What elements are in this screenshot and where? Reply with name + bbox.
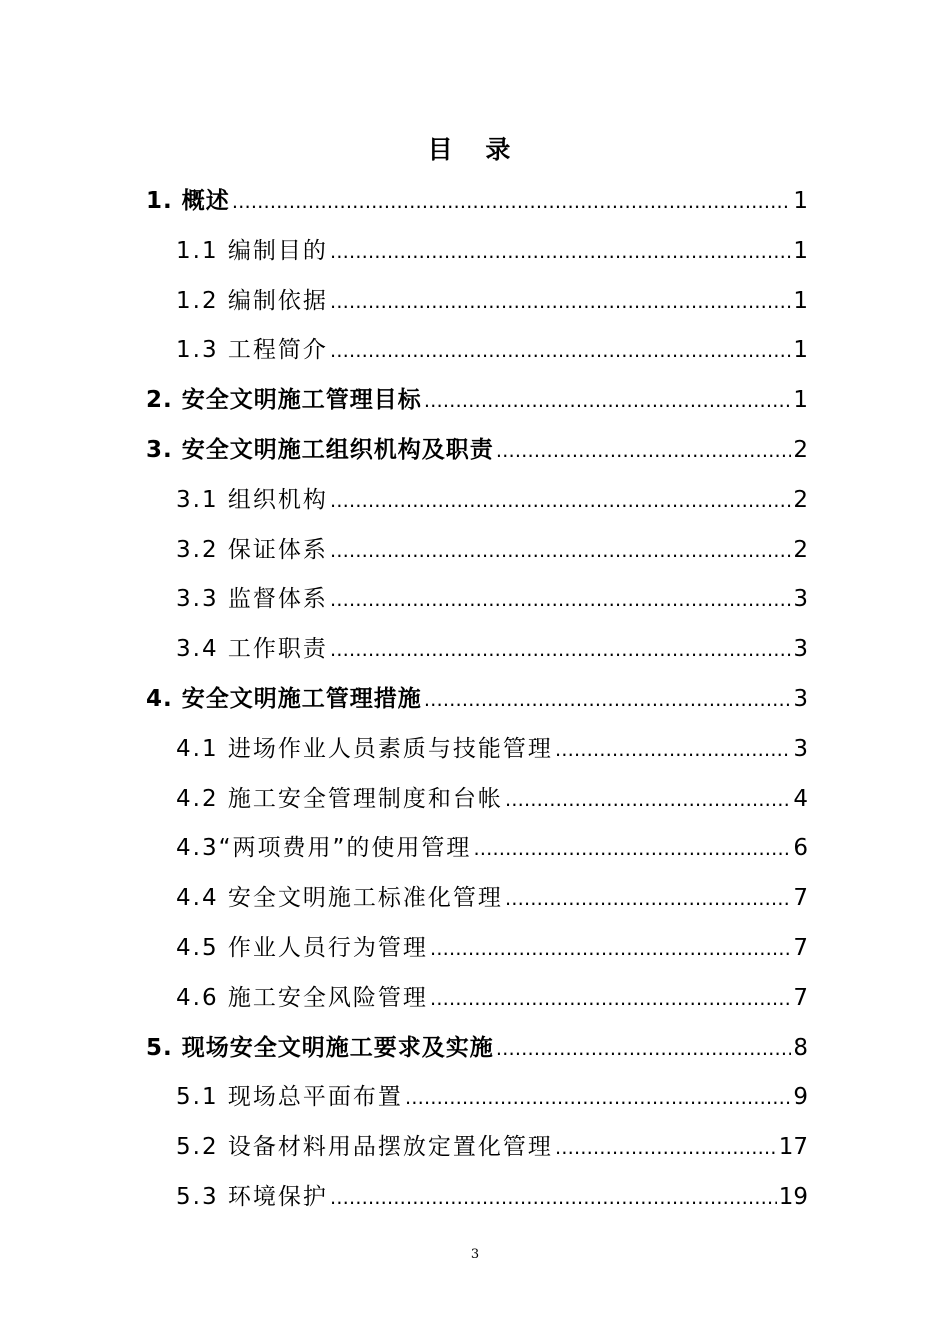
toc-entry[interactable] [176, 483, 808, 517]
toc-entry-page-number: 3 [793, 636, 808, 662]
dot-leader [405, 1081, 791, 1114]
toc-entry[interactable] [176, 881, 808, 915]
toc-entry[interactable] [176, 284, 808, 318]
toc-entry[interactable] [146, 682, 808, 716]
toc-entry-title: 4.2 施工安全管理制度和台帐 [176, 786, 503, 812]
toc-entry-page-number: 1 [793, 238, 808, 264]
toc-entry-page-number: 7 [793, 885, 808, 911]
toc-entry[interactable] [176, 582, 808, 616]
toc-entry-page-number: 7 [793, 985, 808, 1011]
toc-entry[interactable] [146, 184, 808, 218]
toc-entry-page-number: 3 [793, 586, 808, 612]
toc-entry[interactable] [176, 1080, 808, 1114]
page-number: 3 [470, 1247, 480, 1262]
toc-entry-page-number: 2 [793, 437, 808, 463]
toc-entry-title: 4.4 安全文明施工标准化管理 [176, 885, 503, 911]
toc-entry-title: 3.2 保证体系 [176, 537, 328, 563]
toc-entry-page-number: 6 [793, 835, 808, 861]
dot-leader [496, 434, 792, 467]
toc-entry[interactable] [176, 1130, 808, 1164]
toc-entry-page-number: 1 [793, 288, 808, 314]
toc-entry-title: 1.2 编制依据 [176, 288, 328, 314]
dot-leader [496, 1032, 792, 1065]
toc-entry[interactable] [176, 782, 808, 816]
toc-entry-page-number: 1 [793, 387, 808, 413]
toc-entry[interactable] [146, 383, 808, 417]
dot-leader [330, 235, 791, 268]
toc-entry-page-number: 17 [778, 1134, 808, 1160]
toc-entry-page-number: 1 [793, 188, 808, 214]
toc-entry-page-number: 3 [793, 686, 808, 712]
toc-entry-page-number: 4 [793, 786, 808, 812]
toc-entry[interactable] [176, 533, 808, 567]
dot-leader [424, 384, 792, 417]
toc-entry-title: 5. 现场安全文明施工要求及实施 [146, 1035, 494, 1061]
dot-leader [330, 1181, 777, 1214]
toc-entry-title: 1. 概述 [146, 188, 230, 214]
dot-leader [430, 982, 791, 1015]
toc-entry-page-number: 2 [793, 487, 808, 513]
toc-entry-page-number: 8 [793, 1035, 808, 1061]
toc-entry[interactable] [146, 433, 808, 467]
toc-entry[interactable] [176, 732, 808, 766]
toc-entry-title: 5.1 现场总平面布置 [176, 1084, 403, 1110]
toc-entry-title: 3.1 组织机构 [176, 487, 328, 513]
dot-leader [424, 683, 792, 716]
toc-entry-title: 5.2 设备材料用品摆放定置化管理 [176, 1134, 553, 1160]
toc-entry-title: 3.3 监督体系 [176, 586, 328, 612]
toc-entry-title: 1.1 编制目的 [176, 238, 328, 264]
dot-leader [505, 882, 791, 915]
dot-leader [330, 334, 791, 367]
dot-leader [330, 285, 791, 318]
dot-leader [232, 185, 792, 218]
toc-entry-title: 3.4 工作职责 [176, 636, 328, 662]
toc-entry-title: 4.1 进场作业人员素质与技能管理 [176, 736, 553, 762]
dot-leader [473, 832, 791, 865]
toc-entry-page-number: 3 [793, 736, 808, 762]
toc-entry[interactable] [176, 981, 808, 1015]
toc-entry[interactable] [176, 1180, 808, 1214]
toc-entry-page-number: 2 [793, 537, 808, 563]
dot-leader [555, 1131, 777, 1164]
toc-title: 目 录 [427, 135, 523, 164]
dot-leader [330, 484, 791, 517]
toc-entry-page-number: 19 [778, 1184, 808, 1210]
toc-entry-title: 4.5 作业人员行为管理 [176, 935, 428, 961]
toc-entry-page-number: 9 [793, 1084, 808, 1110]
toc-entry-page-number: 7 [793, 935, 808, 961]
dot-leader [430, 932, 791, 965]
dot-leader [555, 733, 791, 766]
dot-leader [330, 534, 791, 567]
dot-leader [505, 783, 791, 816]
toc-entry[interactable] [176, 931, 808, 965]
toc-entry-title: 3. 安全文明施工组织机构及职责 [146, 437, 494, 463]
dot-leader [330, 583, 791, 616]
toc-entry[interactable] [146, 1031, 808, 1065]
toc-entry[interactable] [176, 831, 808, 865]
toc-entry-title: 2. 安全文明施工管理目标 [146, 387, 422, 413]
toc-entry-page-number: 1 [793, 337, 808, 363]
dot-leader [330, 633, 791, 666]
toc-entry[interactable] [176, 333, 808, 367]
toc-entry-title: 1.3 工程简介 [176, 337, 328, 363]
toc-entry[interactable] [176, 234, 808, 268]
toc-entry-title: 4.3“两项费用”的使用管理 [176, 835, 472, 861]
toc-entry-title: 4.6 施工安全风险管理 [176, 985, 428, 1011]
toc-entry-title: 5.3 环境保护 [176, 1184, 328, 1210]
toc-entry[interactable] [176, 632, 808, 666]
toc-entry-title: 4. 安全文明施工管理措施 [146, 686, 422, 712]
